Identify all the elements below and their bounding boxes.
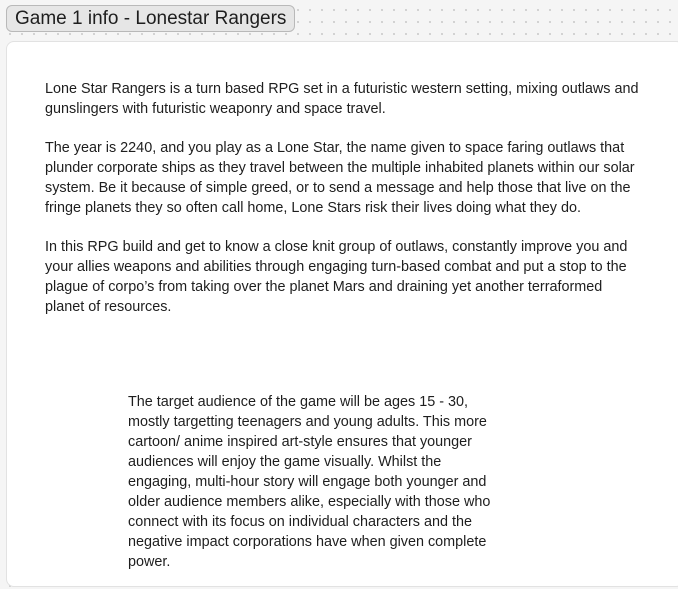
description-paragraph-intro: Lone Star Rangers is a turn based RPG set in a futuristic western setting, mixing outlaws and gunslingers with futuristic weaponry and space travel. <box>45 81 639 117</box>
target-audience-paragraph: The target audience of the game will be ages 15 - 30, mostly targetting teenagers and young adults. This more cartoon/ anime inspired art-style ensures that younger audiences will enjoy the game visually. Whilst the engaging, multi-hour story will engage both younger and older audience members alike, especially with those who connect with its focus on individual characters and the negative impact corporations have when given complete power. <box>128 394 491 570</box>
game-description-textbox[interactable] <box>45 79 645 336</box>
frame-title-label[interactable]: Game 1 info - Lonestar Rangers <box>6 5 295 32</box>
description-paragraph-gameplay: In this RPG build and get to know a close knit group of outlaws, constantly improve you and your allies weapons and abilities through engaging turn-based combat and put a stop to the plague of corpo’s from taking over the planet Mars and draining yet another terraformed planet of resources. <box>45 239 628 315</box>
description-paragraph-setting: The year is 2240, and you play as a Lone Star, the name given to space faring outlaws that plunder corporate ships as they travel between the multiple inhabited planets within our solar system. Be it because of simple greed, or to send a message and help those that live on the fringe planets they so often call home, Lone Stars risk their lives doing what they do. <box>45 140 635 216</box>
target-audience-textbox[interactable] <box>128 392 506 572</box>
